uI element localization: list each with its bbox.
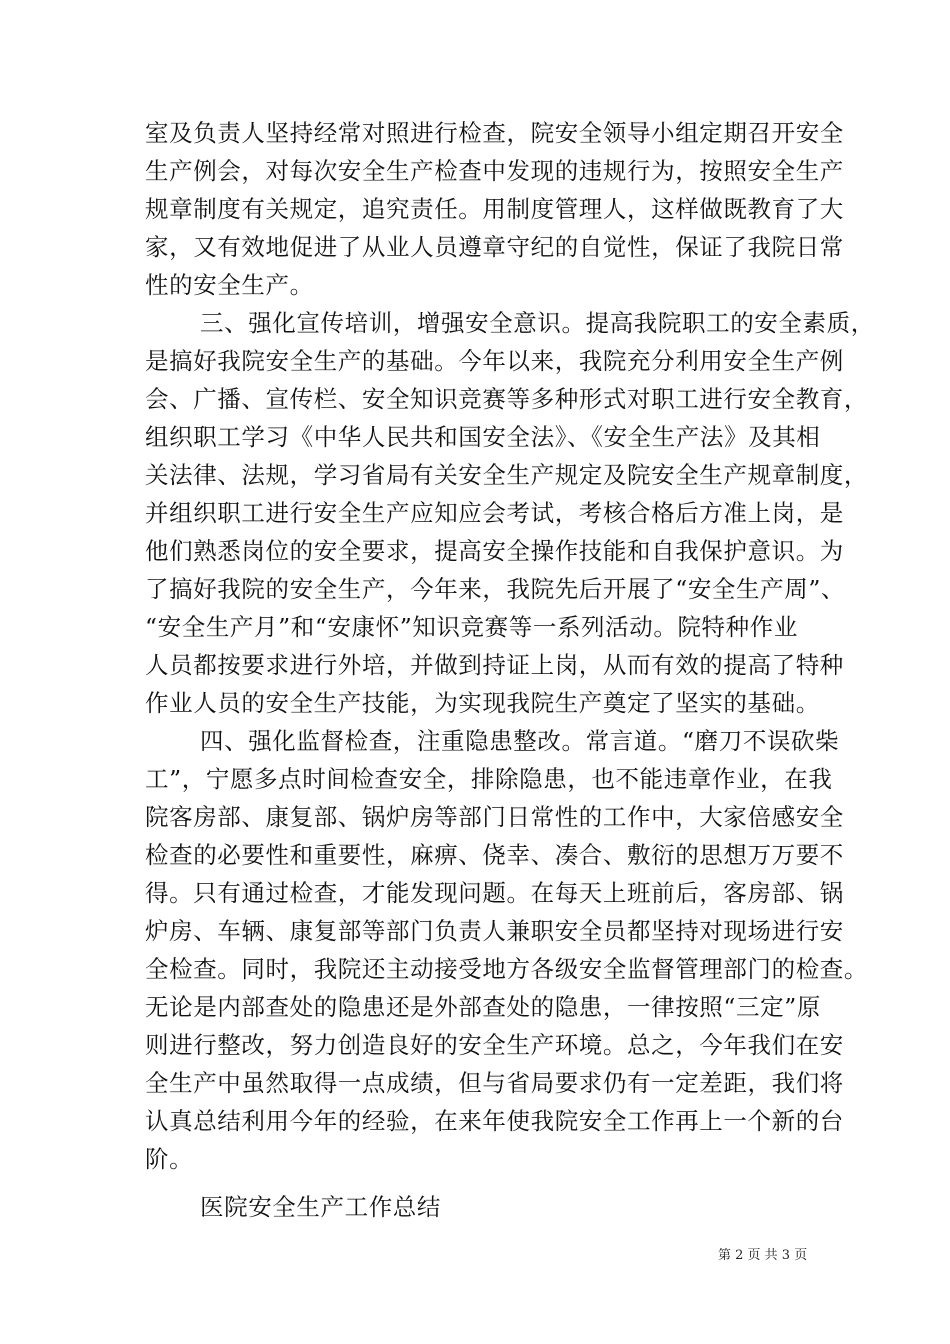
body-text-line: 他们熟悉岗位的安全要求，提高安全操作技能和自我保护意识。为 [145,537,844,565]
body-text-line: 作业人员的安全生产技能，为实现我院生产奠定了坚实的基础。 [145,689,820,717]
body-text-line: 了搞好我院的安全生产，今年来，我院先后开展了“安全生产周”、 [145,575,846,603]
section-heading: 医院安全生产工作总结 [200,1193,441,1221]
body-text-line: 室及负责人坚持经常对照进行检查，院安全领导小组定期召开安全 [145,119,844,147]
body-text-line: 阶。 [145,1145,194,1173]
body-text-line: 会、广播、宣传栏、安全知识竞赛等多种形式对职工进行安全教育， [145,385,868,413]
body-text-line: 关法律、法规，学习省局有关安全生产规定及院安全生产规章制度， [145,461,868,489]
body-text-line: 规章制度有关规定，追究责任。用制度管理人，这样做既教育了大 [145,195,844,223]
body-text-line: 是搞好我院安全生产的基础。今年以来，我院充分利用安全生产例 [145,347,844,375]
body-text-line: 院客房部、康复部、锅炉房等部门日常性的工作中，大家倍感安全 [145,803,844,831]
body-text-line: 全生产中虽然取得一点成绩，但与省局要求仍有一定差距，我们将 [145,1069,844,1097]
body-text-line: 则进行整改，努力创造良好的安全生产环境。总之，今年我们在安 [145,1031,844,1059]
body-text-line: 认真总结利用今年的经验，在来年使我院安全工作再上一个新的台 [145,1107,844,1135]
body-text-line: 工”，宁愿多点时间检查安全，排除隐患，也不能违章作业，在我 [145,765,833,793]
body-text-line: 人员都按要求进行外培，并做到持证上岗，从而有效的提高了特种 [145,651,844,679]
body-text-line: 检查的必要性和重要性，麻痹、侥幸、凑合、敷衍的思想万万要不 [145,841,844,869]
paragraph-4-start: 四、强化监督检查，注重隐患整改。常言道。“磨刀不误砍柴 [200,727,840,755]
paragraph-3-start: 三、强化宣传培训，增强安全意识。提高我院职工的安全素质， [200,309,875,337]
body-text-line: 得。只有通过检查，才能发现问题。在每天上班前后，客房部、锅 [145,879,844,907]
body-text-line: 炉房、车辆、康复部等部门负责人兼职安全员都坚持对现场进行安 [145,917,844,945]
body-text-line: 性的安全生产。 [145,271,314,299]
body-text-line: 组织职工学习《中华人民共和国安全法》、《安全生产法》及其相 [145,423,821,451]
body-text-line: 并组织职工进行安全生产应知应会考试，考核合格后方准上岗，是 [145,499,844,527]
body-text-line: “安全生产月”和“安康怀”知识竞赛等一系列活动。院特种作业 [145,613,798,641]
body-text-line: 无论是内部查处的隐患还是外部查处的隐患，一律按照“三定”原 [145,993,821,1021]
body-text-line: 全检查。同时，我院还主动接受地方各级安全监督管理部门的检查。 [145,955,868,983]
page-number: 第 2 页 共 3 页 [718,1248,808,1263]
body-text-line: 家，又有效地促进了从业人员遵章守纪的自觉性，保证了我院日常 [145,233,844,261]
body-text-line: 生产例会，对每次安全生产检查中发现的违规行为，按照安全生产 [145,157,844,185]
